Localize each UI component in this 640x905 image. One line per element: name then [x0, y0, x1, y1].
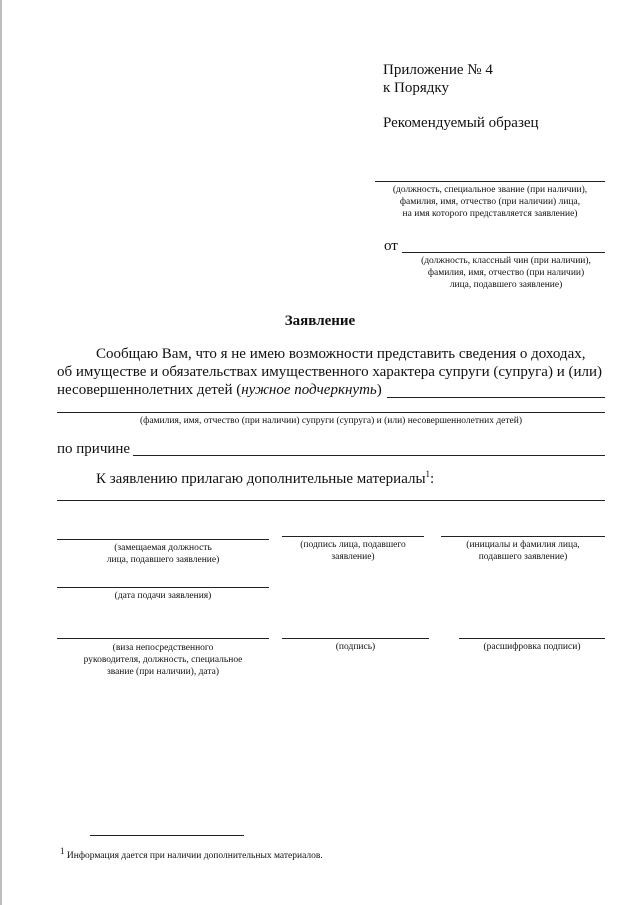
appendix-order: к Порядку	[383, 80, 449, 96]
addressee-line	[375, 181, 605, 182]
sender-line	[402, 252, 605, 253]
footnote-ref: 1	[425, 469, 431, 479]
position-caption-1: (замещаемая должность	[114, 543, 212, 553]
sender-caption-1: (должность, классный чин (при наличии),	[421, 256, 591, 266]
attachments-label: К заявлению прилагаю дополнительные материалы	[96, 471, 426, 487]
decoding-caption: (расшифровка подписи)	[483, 642, 581, 652]
body-line-3	[57, 382, 382, 399]
sender-caption-2: фамилия, имя, отчество (при наличии)	[427, 268, 585, 278]
initials-caption-2: подавшего заявление)	[478, 552, 568, 562]
body-line-3-start: несовершеннолетних детей (	[57, 382, 242, 398]
attachments-text	[96, 469, 434, 488]
signature-caption-1: (подпись лица, подавшего	[300, 540, 406, 550]
visa-caption-1: (виза непосредственного	[112, 643, 214, 653]
footnote-text: Информация дается при наличии дополнительных материалов.	[64, 851, 323, 862]
reason-label: по причине	[57, 441, 131, 457]
page-edge	[0, 0, 2, 905]
from-label: от	[384, 238, 398, 254]
footnote-separator	[90, 835, 244, 836]
underline-hint: нужное подчеркнуть	[241, 382, 377, 398]
document-title: Заявление	[284, 313, 356, 329]
attachments-colon: :	[430, 471, 435, 487]
body-line-1: Сообщаю Вам, что я не имею возможности представить сведения о доходах,	[96, 346, 586, 362]
initials-line	[441, 536, 605, 537]
manager-signature-caption: (подпись)	[335, 642, 376, 652]
initials-caption-1: (инициалы и фамилия лица,	[466, 540, 580, 550]
addressee-caption-2: фамилия, имя, отчество (при наличии) лица,	[399, 197, 581, 207]
position-caption-2: лица, подавшего заявление)	[106, 555, 220, 565]
date-caption: (дата подачи заявления)	[114, 591, 212, 601]
footnote	[60, 846, 323, 861]
recommended-sample: Рекомендуемый образец	[383, 115, 539, 131]
visa-caption-2: руководителя, должность, специальное	[83, 655, 243, 665]
manager-signature-line	[282, 638, 429, 639]
reason-line	[133, 455, 605, 456]
date-line	[57, 587, 269, 588]
spouse-name-line	[57, 412, 605, 413]
position-line	[57, 539, 269, 540]
body-line-3-end: )	[376, 382, 382, 398]
spouse-caption: (фамилия, имя, отчество (при наличии) супруги (супруга) и (или) несовершеннолетних детей)	[140, 416, 522, 426]
signature-caption-2: заявление)	[331, 552, 375, 562]
addressee-caption-1: (должность, специальное звание (при наличии),	[392, 185, 588, 195]
footnote-mark: 1	[60, 846, 65, 856]
children-line-end	[387, 397, 605, 398]
signature-line	[282, 536, 424, 537]
appendix-number: Приложение № 4	[383, 62, 493, 78]
visa-line	[57, 638, 269, 639]
sender-caption-3: лица, подавшего заявление)	[449, 280, 563, 290]
attachments-line	[57, 500, 605, 501]
addressee-caption-3: на имя которого представляется заявление)	[402, 209, 578, 219]
visa-caption-3: звание (при наличии), дата)	[106, 667, 220, 677]
body-line-2: об имуществе и обязательствах имущественного характера супруги (супруга) и (или)	[57, 364, 603, 380]
decoding-line	[459, 638, 605, 639]
